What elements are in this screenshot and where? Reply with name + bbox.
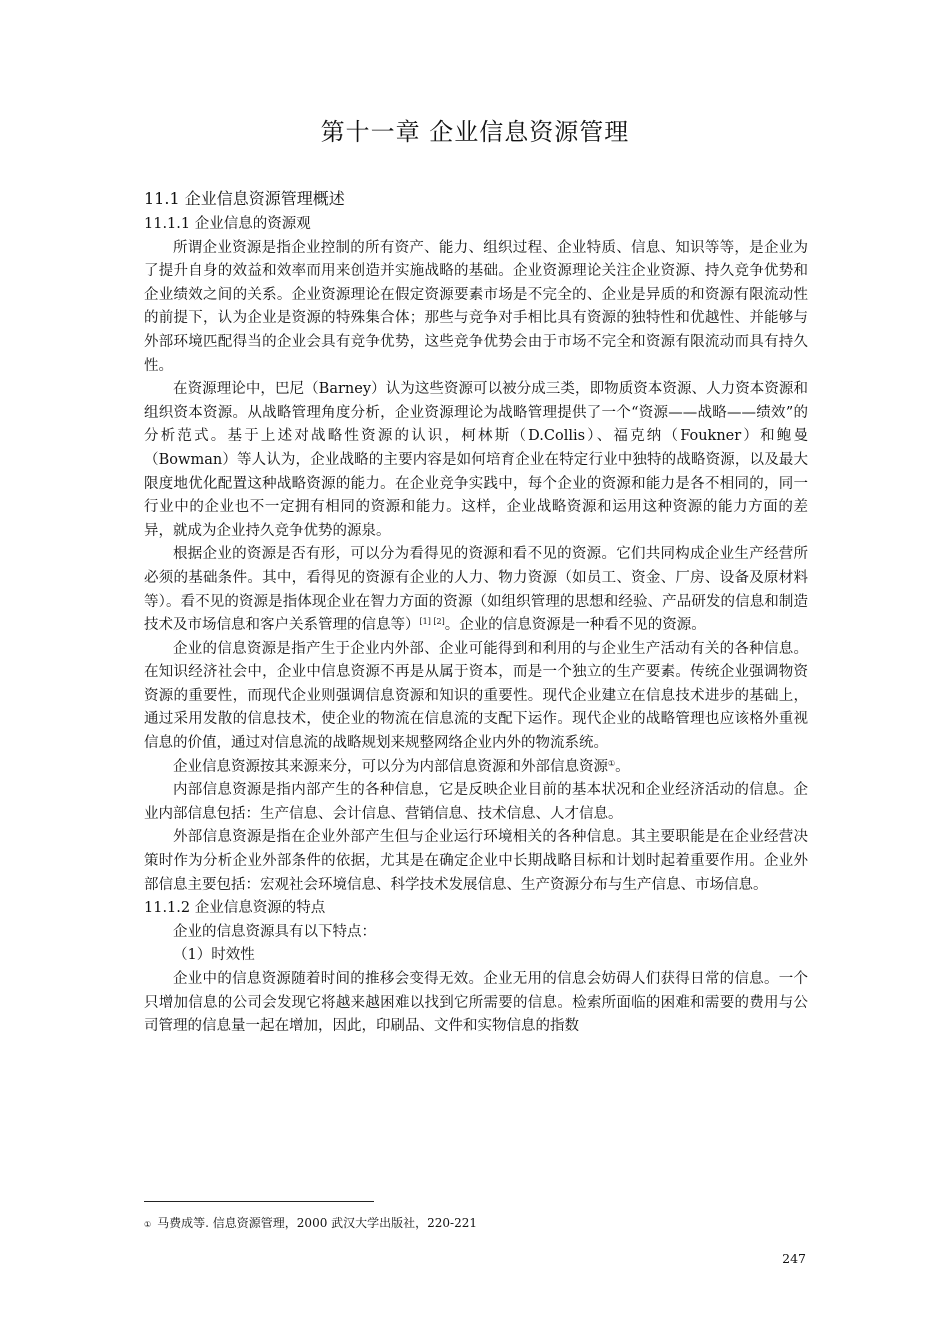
chapter-title: 第十一章 企业信息资源管理 [320, 118, 630, 146]
section-heading: 11.1 企业信息资源管理概述 [144, 189, 345, 208]
page-number: 247 [782, 1251, 806, 1266]
paragraph: 企业的信息资源是指产生于企业内外部、企业可能得到和利用的与企业生产活动有关的各种信息。在知识经济社会中，企业中信息资源不再是从属于资本，而是一个独立的生产要素。传统企业强调物资资源的重要性，而现代企业则强调信息资源和知识的重要性。现代企业建立在信息技术进步的基础上，通过采用发散的信息技术，使企业的物流在信息流的支配下运作。现代企业的战略管理也应该格外重视信息的价值，通过对信息流的战略规划来规整网络企业内外的物流系统。 [144, 640, 808, 752]
feature-heading: （1）时效性 [173, 947, 255, 964]
paragraph [144, 756, 808, 780]
paragraph [144, 543, 808, 637]
paragraph-text: 根据企业的资源是否有形，可以分为看得见的资源和看不见的资源。它们共同构成企业生产经营所必须的基础条件。其中，看得见的资源有企业的人力、物力资源（如员工、资金、厂房、设备及原材料等）。看不见的资源是指体现企业在智力方面的资源（如组织管理的思想和经验、产品研发的信息和制造技术及市场信息和客户关系管理的信息等） [144, 546, 808, 634]
subsection-heading: 11.1.2 企业信息资源的特点 [144, 900, 326, 917]
paragraph-text-tail: 。企业的信息资源是一种看不见的资源。 [444, 617, 706, 634]
footnote-reference: ① [608, 758, 616, 768]
paragraph: 在资源理论中，巴尼（Barney）认为这些资源可以被分成三类，即物质资本资源、人力资本资源和组织资本资源。从战略管理角度分析，企业资源理论为战略管理提供了一个“资源——战略——绩效”的分析范式。基于上述对战略性资源的认识，柯林斯（D.Collis）、福克纳（Foukner）和鲍曼（Bowman）等人认为，企业战略的主要内容是如何培育企业在特定行业中独特的战略资源，以及最大限度地优化配置这种战略资源的能力。在企业竞争实践中，每个企业的资源和能力是各不相同的，同一行业中的企业也不一定拥有相同的资源和能力。这样，企业战略资源和运用这种资源的能力方面的差异，就成为企业持久竞争优势的源泉。 [144, 381, 808, 539]
footnote-mark: ① [144, 1220, 152, 1229]
paragraph-text-tail: 。 [615, 758, 630, 775]
citation-marker: [1] [2] [419, 617, 445, 627]
paragraph: 企业的信息资源具有以下特点： [173, 923, 376, 940]
subsection-heading: 11.1.1 企业信息的资源观 [144, 216, 311, 232]
footnote [144, 1214, 808, 1234]
paragraph-text: 企业信息资源按其来源来分，可以分为内部信息资源和外部信息资源 [173, 758, 608, 775]
paragraph: 外部信息资源是指在企业外部产生但与企业运行环境相关的各种信息。其主要职能是在企业经营决策时作为分析企业外部条件的依据，尤其是在确定企业中长期战略目标和计划时起着重要作用。企业外部信息主要包括：宏观社会环境信息、科学技术发展信息、生产资源分布与生产信息、市场信息。 [144, 829, 808, 893]
paragraph: 内部信息资源是指内部产生的各种信息，它是反映企业目前的基本状况和企业经济活动的信息。企业内部信息包括：生产信息、会计信息、营销信息、技术信息、人才信息。 [144, 782, 808, 822]
paragraph: 企业中的信息资源随着时间的推移会变得无效。企业无用的信息会妨碍人们获得日常的信息。一个只增加信息的公司会发现它将越来越困难以找到它所需要的信息。检索所面临的困难和需要的费用与公司管理的信息量一起在增加，因此，印刷品、文件和实物信息的指数 [144, 971, 808, 1035]
paragraph: 所谓企业资源是指企业控制的所有资产、能力、组织过程、企业特质、信息、知识等等，是企业为了提升自身的效益和效率而用来创造并实施战略的基础。企业资源理论关注企业资源、持久竞争优势和企业绩效之间的关系。企业资源理论在假定资源要素市场是不完全的、企业是异质的和资源有限流动性的前提下，认为企业是资源的特殊集合体；那些与竞争对手相比具有资源的独特性和优越性、并能够与外部环境匹配得当的企业会具有竞争优势，这些竞争优势会由于市场不完全和资源有限流动而具有持久性。 [144, 239, 808, 374]
page-body [144, 186, 808, 1039]
footnote-divider [144, 1201, 374, 1202]
footnote-text: 马费成等. 信息资源管理，2000 武汉大学出版社，220-221 [157, 1216, 478, 1230]
